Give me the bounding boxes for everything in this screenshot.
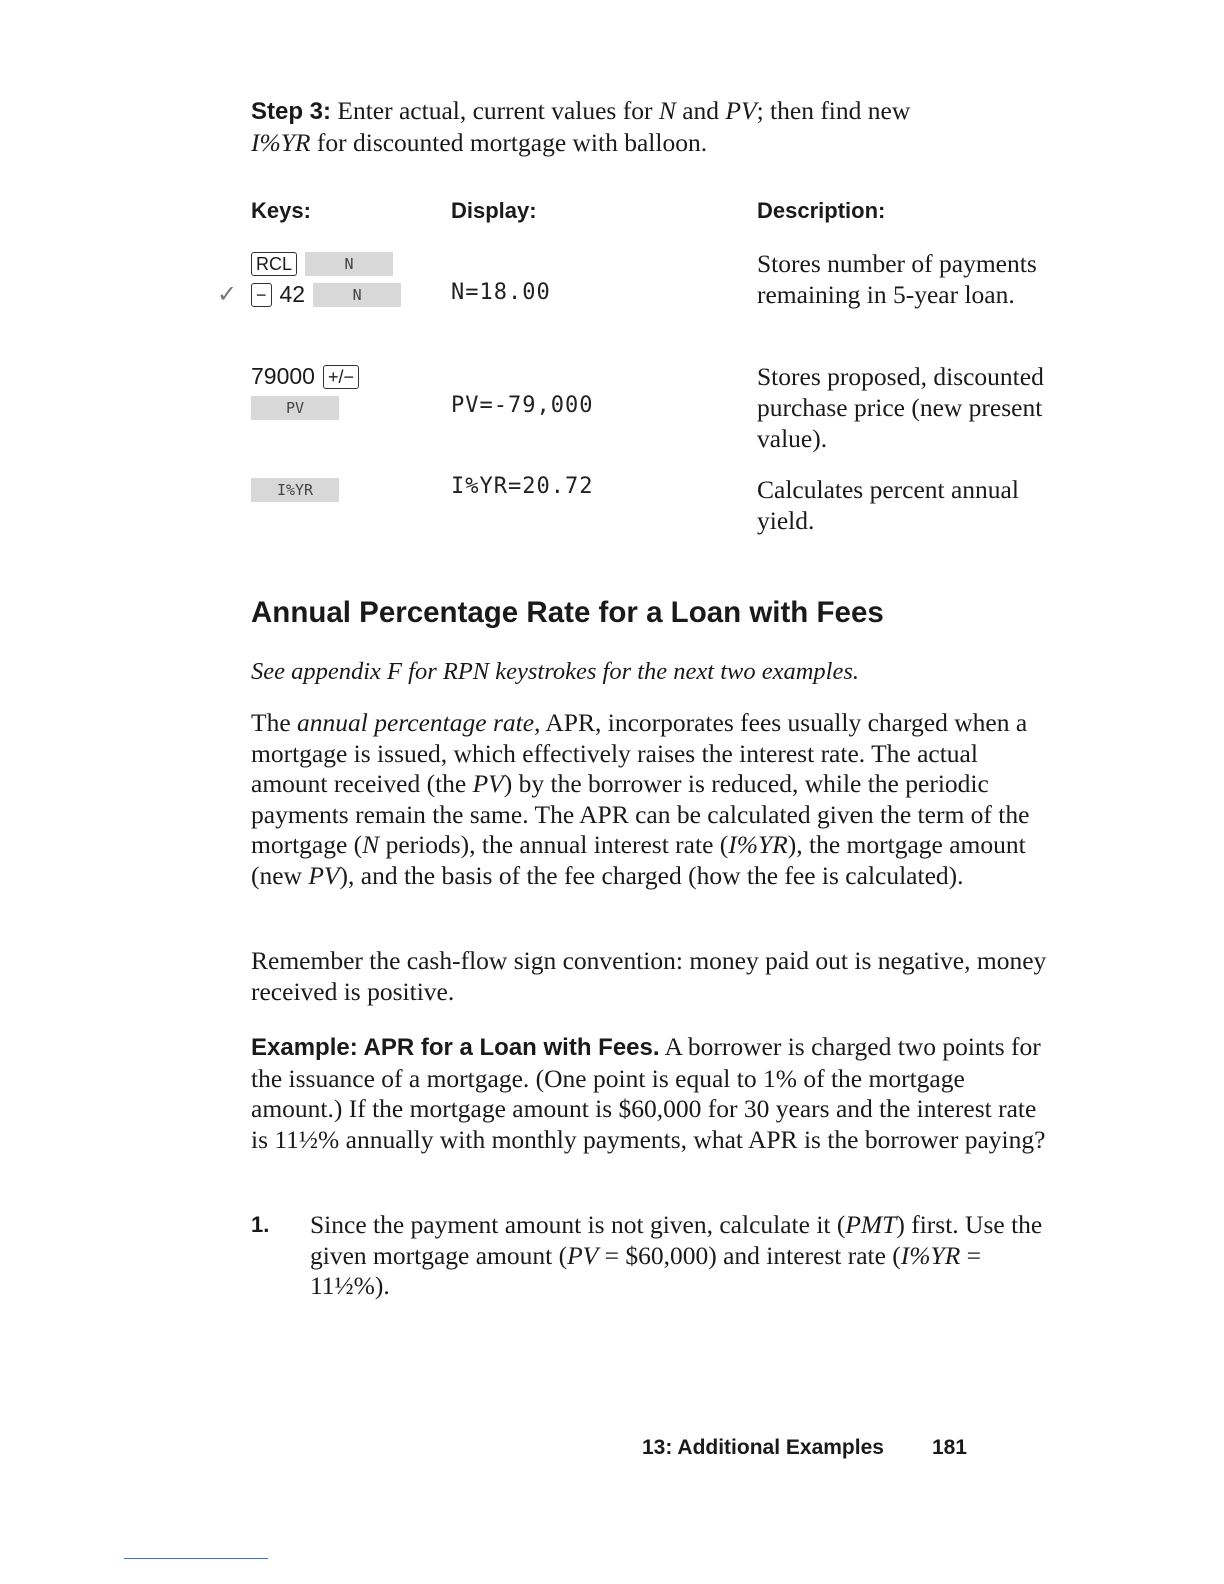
keys-header: Keys: [251,198,311,223]
description-text: Stores number of payments remaining in 5-year loan. [757,249,1037,309]
variable-iyr: I%YR [728,830,788,859]
display-header: Display: [451,198,537,223]
list-text [310,1210,1050,1302]
pv-softkey: PV [251,396,339,420]
step-label: Step 3: [251,98,332,125]
list-text-part: Since the payment amount is not given, calculate it ( [310,1210,846,1239]
variable-pv: PV [725,96,757,125]
paragraph-text: The [251,708,298,737]
display-value: I%YR=20.72 [451,474,594,499]
n-softkey: N [305,252,393,276]
section-title: Annual Percentage Rate for a Loan with Fees [251,596,884,629]
variable-pv: PV [472,769,504,798]
variable-pmt: PMT [845,1210,897,1239]
description-text: Stores proposed, discounted purchase price (new present value). [757,362,1044,453]
rcl-key: RCL [251,252,297,276]
paragraph-text: APR, incorporates fees usually charged when a mortgage is issued, which effectively raises the interest rate. The actual amount received (the [251,708,1028,798]
paragraph-text: ), the mortgage amount (new [251,830,1026,890]
entry-number: 79000 [251,363,315,389]
page-footer [642,1436,967,1460]
paragraph-text: periods), the annual interest rate ( [379,830,729,859]
step3-text: and [675,96,726,125]
footnote-rule [124,1558,268,1559]
step3-paragraph [251,96,1051,158]
sign-convention-paragraph: Remember the cash-flow sign convention: money paid out is negative, money received is positive. [251,946,1047,1006]
variable-iyr: I%YR [251,127,311,157]
variable-n: N [362,830,380,859]
chapter-title: 13: Additional Examples [642,1436,884,1459]
change-sign-key: +/− [323,365,359,389]
variable-iyr: I%YR [900,1240,961,1270]
keystroke-table [217,198,1051,538]
example-text: A borrower is charged two points for the issuance of a mortgage. (One point is equal to 1% of the mortgage amount.) If the mortgage amount is $60,000 for 30 years and the interest rate is 11½% annually with monthly payments, what APR is the borrower paying? [251,1032,1046,1154]
entry-number: 42 [279,281,306,307]
description-header: Description: [757,198,886,223]
emphasis: annual percentage rate, [297,708,541,737]
checkmark-icon: ✓ [217,282,238,308]
paragraph-text: ), and the basis of the fee charged (how the fee is calculated). [339,860,964,890]
variable-n: N [658,96,676,125]
keys-cell [251,474,339,505]
keys-cell [251,248,401,310]
appendix-note: See appendix F for RPN keystrokes for the next two examples. [251,658,860,685]
list-number: 1. [251,1212,270,1237]
description-text: Calculates percent annual yield. [757,475,1019,535]
step3-text: Enter actual, current values for [331,96,659,125]
iyr-softkey: I%YR [251,478,339,502]
n-softkey: N [313,283,401,307]
example-label: Example: APR for a Loan with Fees. [251,1034,660,1061]
list-text-part: = $60,000) and interest rate ( [598,1240,901,1270]
list-text-part: = 11½%). [310,1240,982,1300]
apr-paragraph [251,708,1051,891]
display-value: N=18.00 [451,280,551,305]
variable-pv: PV [567,1240,599,1270]
example-paragraph [251,1032,1051,1155]
keys-cell [251,361,359,423]
step3-text: for discounted mortgage with balloon. [310,127,708,157]
step3-text: ; then find new [756,96,911,125]
minus-key: − [251,283,272,307]
page-number: 181 [931,1436,967,1459]
paragraph-text: ) by the borrower is reduced, while the periodic payments remain the same. The APR can be calculated given the term of the mortgage ( [251,769,1030,859]
display-value: PV=-79,000 [451,393,594,418]
variable-pv: PV [308,860,340,890]
list-text-part: ) first. Use the given mortgage amount ( [310,1210,1043,1270]
page-content [217,96,1051,1300]
